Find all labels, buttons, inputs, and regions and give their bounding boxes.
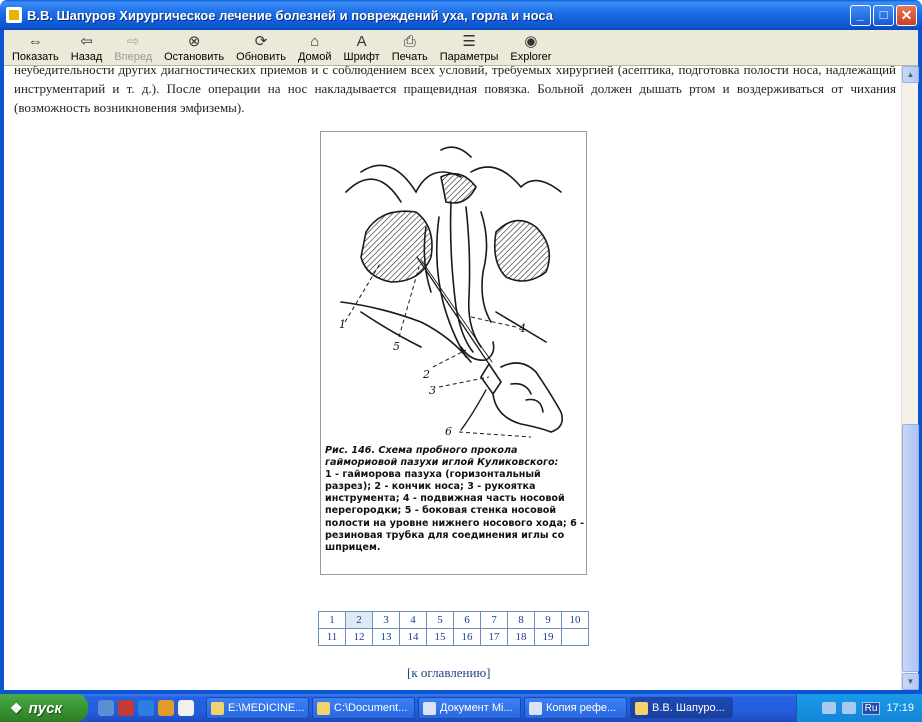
start-button[interactable] [0,694,88,722]
page-link-empty [562,629,589,646]
print-icon: ⎙ [403,33,416,50]
explorer-button[interactable] [504,31,557,65]
back-button[interactable] [65,31,109,65]
refresh-button[interactable] [230,31,292,65]
refresh-label: Обновить [236,51,286,63]
word-document-icon [529,702,542,715]
home-icon: ⌂ [310,33,320,50]
page-link[interactable]: 18 [508,629,535,646]
vertical-scrollbar[interactable] [901,66,918,690]
maximize-button[interactable]: □ [873,5,894,26]
forward-label: Вперед [114,51,153,63]
options-icon: ☰ [462,33,476,50]
label-1: 1 [339,318,346,331]
scroll-up-icon[interactable]: ▲ [902,66,919,83]
word-document-icon [423,702,436,715]
scroll-down-icon[interactable]: ▼ [902,673,919,690]
windows-flag-icon: ❖ [10,699,23,716]
network-icon[interactable] [822,702,836,714]
taskbar [0,694,922,722]
page-link[interactable]: 14 [400,629,427,646]
page-link[interactable]: 3 [373,612,400,629]
folder-icon [211,702,224,715]
page-link[interactable]: 9 [535,612,562,629]
figure-146 [320,131,587,575]
scroll-thumb[interactable] [902,424,919,672]
explorer-label: Explorer [510,51,552,63]
task-label: В.В. Шапуро... [652,702,725,714]
show-label: Показать [12,51,59,63]
task-button[interactable] [418,697,521,719]
page-link[interactable]: 19 [535,629,562,646]
task-button[interactable] [206,697,309,719]
page-link[interactable]: 8 [508,612,535,629]
font-label: Шрифт [343,51,380,63]
window-title-bar[interactable] [0,0,922,30]
sinus-puncture-illustration [321,132,588,442]
task-button-active[interactable] [630,697,733,719]
caption-body: 1 - гайморова пазуха (горизонтальный разрез); 2 - кончик носа; 3 - рукоятка инструмента; 4 - подвижная часть носовой перегородки; 5 - боковая стенка носовой полости на уровне нижнего носового хода; 6 - резиновая трубка для соединения иглы со шприцем. [325,469,585,553]
close-button[interactable]: ✕ [896,5,917,26]
page-link[interactable]: 17 [481,629,508,646]
minimize-button[interactable]: _ [850,5,871,26]
window-controls [850,5,917,26]
page-link[interactable]: 13 [373,629,400,646]
page-link-current[interactable]: 2 [346,612,373,629]
show-icon: ⇔ [27,33,43,50]
stop-icon: ⊗ [187,33,201,50]
app-quick-icon[interactable] [118,700,134,716]
caption-title: Рис. 146. Схема пробного прокола гаймориовой пазухи иглой Куликовского: [325,445,559,469]
quick-launch [98,700,194,716]
pagination-row [319,612,589,629]
label-6: 6 [445,425,452,438]
pagination-table [318,611,589,646]
refresh-icon: ⟳ [254,33,268,50]
page-link[interactable]: 4 [400,612,427,629]
options-label: Параметры [439,51,499,63]
stop-label: Остановить [164,51,225,63]
options-button[interactable] [434,31,505,65]
label-4: 4 [519,322,526,335]
label-2: 2 [423,368,430,381]
pagination-row [319,629,589,646]
desktop-icon[interactable] [98,700,114,716]
print-label: Печать [391,51,428,63]
clock: 17:19 [886,702,914,714]
toolbar [0,30,922,66]
print-button[interactable] [386,31,434,65]
task-label: E:\MEDICINE... [228,702,305,714]
start-label: пуск [28,699,63,717]
folder-icon [317,702,330,715]
forward-button[interactable] [108,31,158,65]
task-button[interactable] [312,697,415,719]
page-link[interactable]: 1 [319,612,346,629]
page-link[interactable]: 12 [346,629,373,646]
home-label: Домой [297,51,332,63]
window-title: В.В. Шапуров Хирургическое лечение болезней и повреждений уха, горла и носа [27,7,554,23]
page-link[interactable]: 6 [454,612,481,629]
page-link[interactable]: 16 [454,629,481,646]
page-link[interactable]: 5 [427,612,454,629]
volume-icon[interactable] [842,702,856,714]
forward-icon: ⇨ [126,33,140,50]
label-5: 5 [393,340,400,353]
system-tray [796,694,922,722]
body-paragraph: неубедительности других диагностических приемов и с соблюдением всех условий, требуемых хирургией (асептика, подготовка полости носа, надлежащий инструментарий и т. д.). После операции на нос накладывается пращевидная повязка. Больной должен дышать ртом и воздерживаться от чихания (возможность возникновения эмфиземы). [14,66,896,115]
language-indicator[interactable]: Ru [862,702,881,715]
label-3: 3 [429,384,436,397]
task-button[interactable] [524,697,627,719]
app-icon [6,7,22,23]
page-link[interactable]: 11 [319,629,346,646]
back-label: Назад [70,51,103,63]
font-icon: A [356,33,367,50]
task-label: Документ Mi... [440,702,513,714]
messenger-icon[interactable] [178,700,194,716]
media-icon[interactable] [158,700,174,716]
help-book-icon [635,702,648,715]
toc-link[interactable]: [к оглавлению] [407,665,491,680]
internet-explorer-icon[interactable] [138,700,154,716]
explorer-icon: ◉ [524,33,538,50]
home-button[interactable] [292,31,338,65]
font-button[interactable] [338,31,386,65]
document-view[interactable] [4,66,901,690]
page-link[interactable]: 10 [562,612,589,629]
page-link[interactable]: 7 [481,612,508,629]
page-link[interactable]: 15 [427,629,454,646]
task-label: C:\Document... [334,702,408,714]
show-button[interactable] [6,31,65,65]
figure-caption [325,445,587,554]
stop-button[interactable] [158,31,230,65]
task-label: Копия рефе... [546,702,617,714]
back-icon: ⇦ [80,33,93,50]
